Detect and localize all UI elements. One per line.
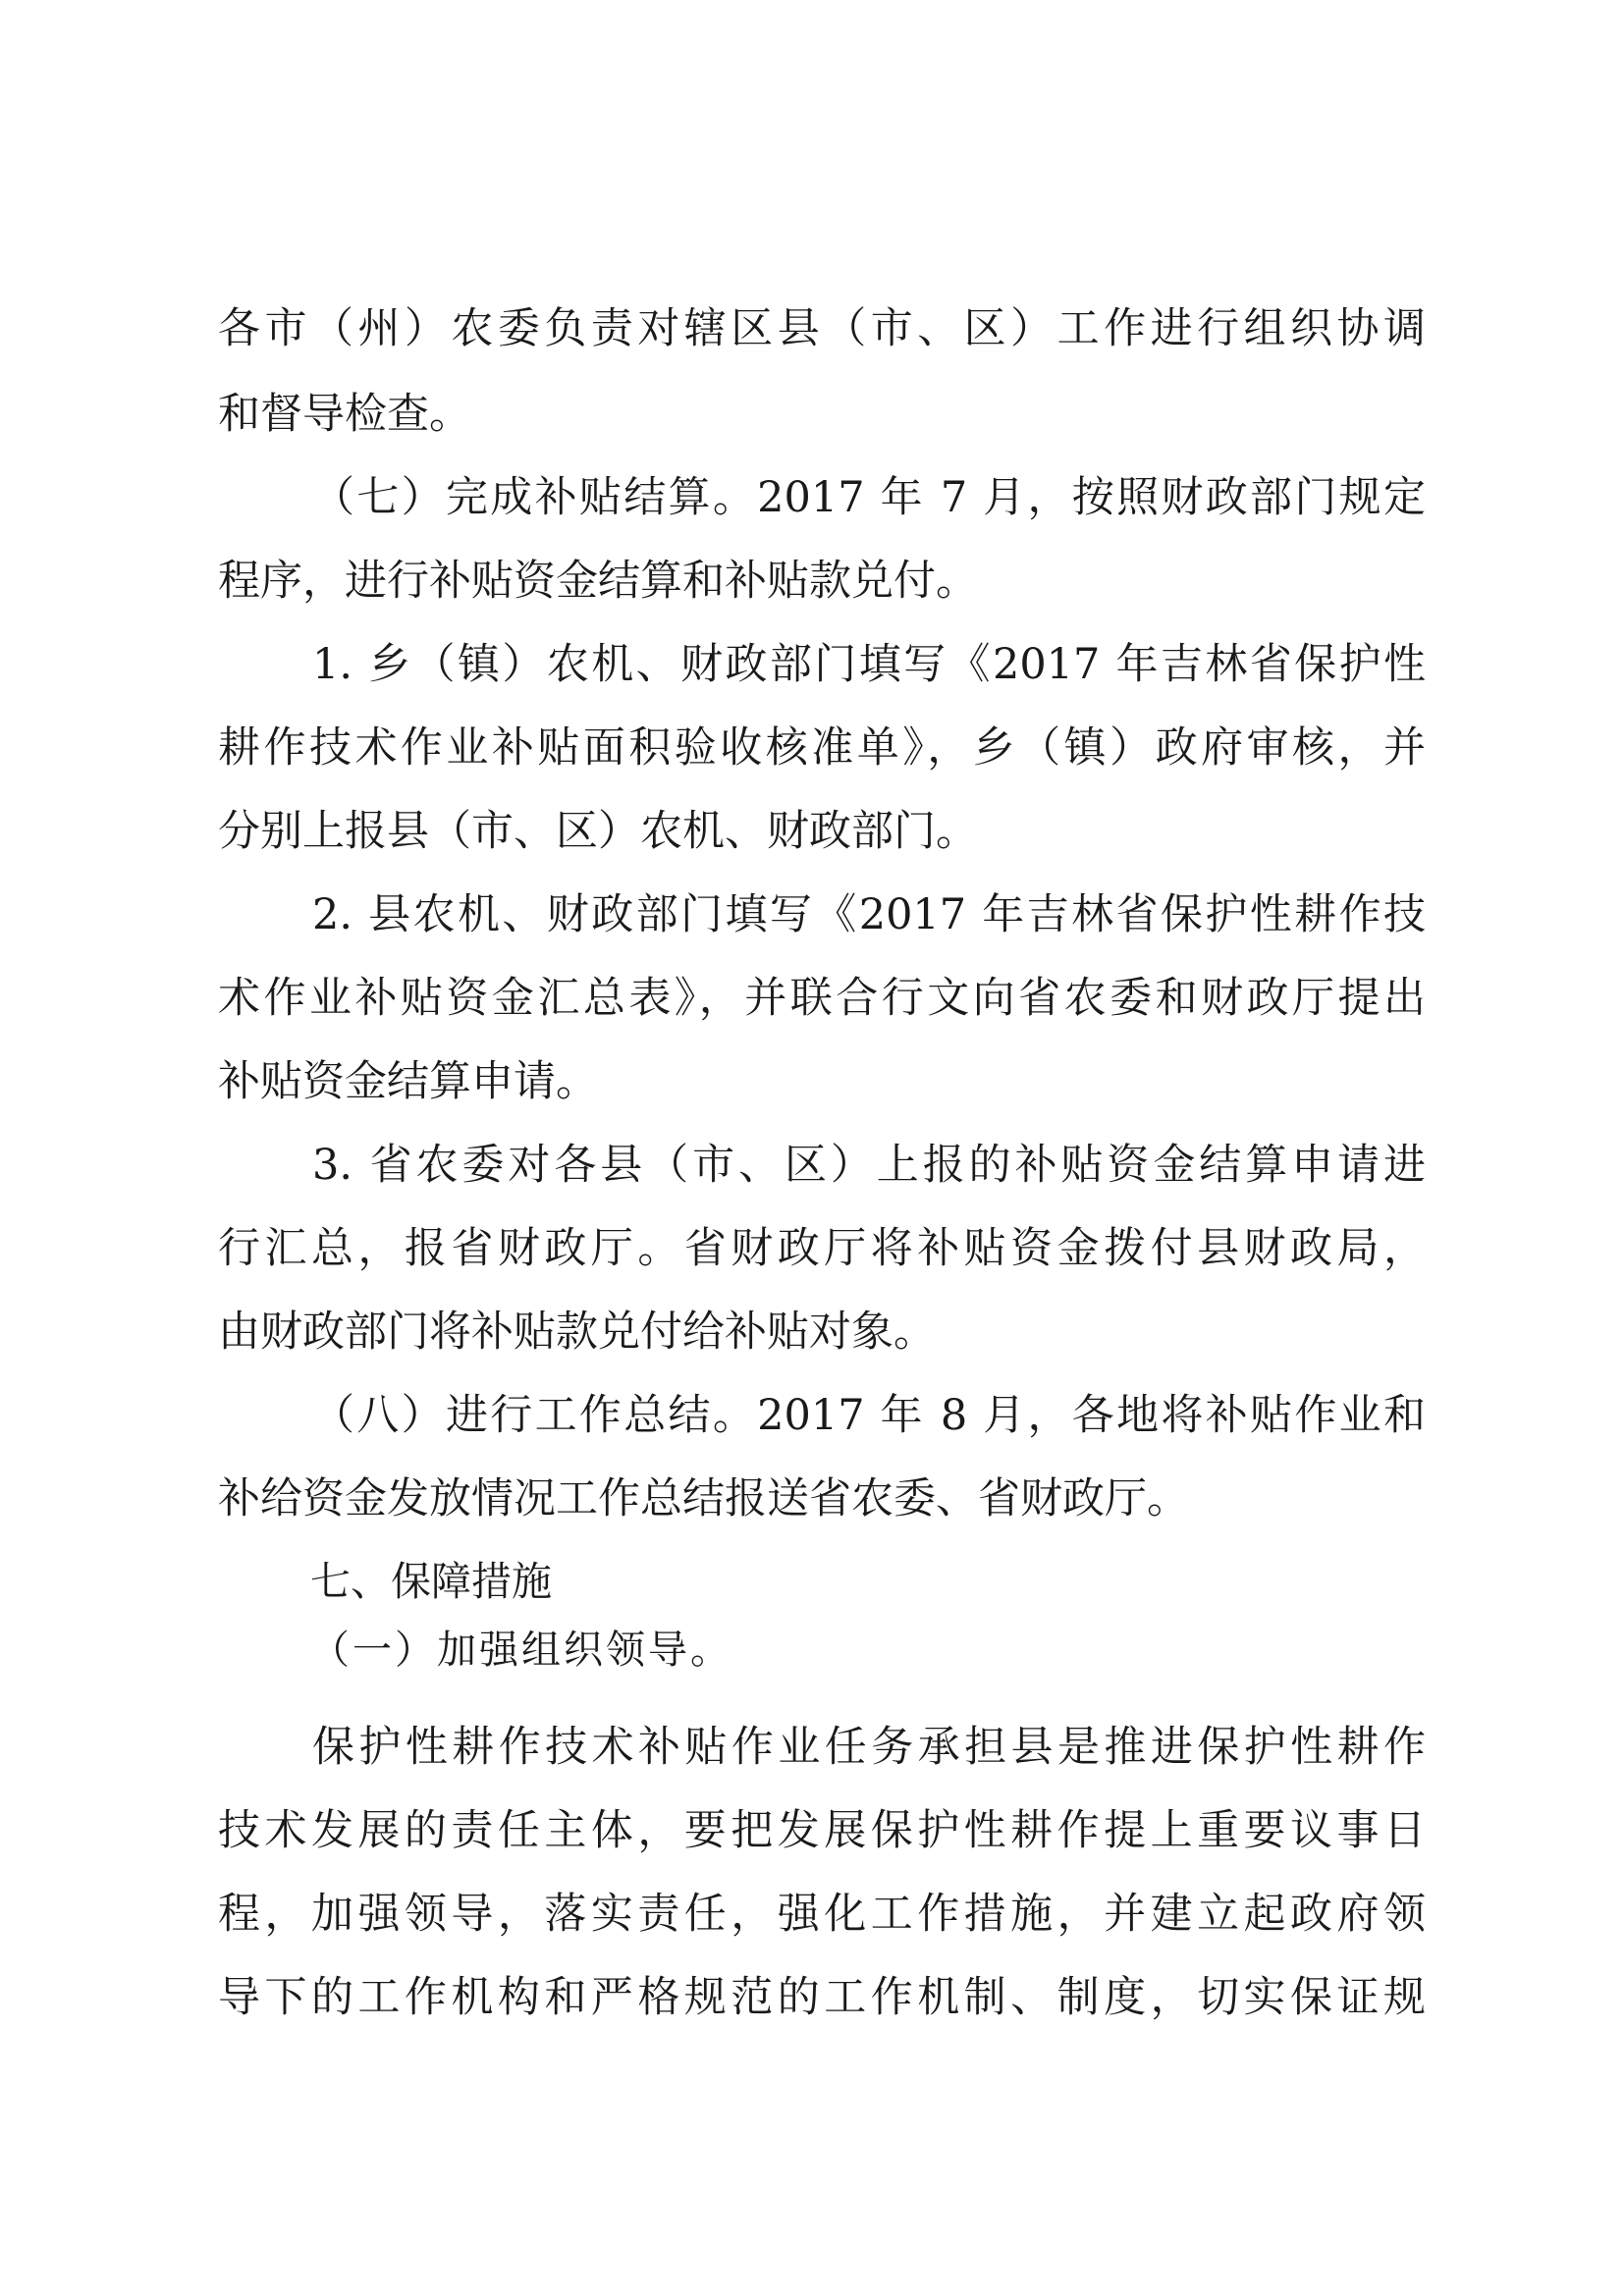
paragraph-line: 补贴资金结算申请。 (218, 1057, 598, 1106)
paragraph-line: 由财政部门将补贴款兑付给补贴对象。 (218, 1308, 936, 1357)
section-7-line: （七）完成补贴结算。2017 年 7 月，按照财政部门规定 (312, 473, 1426, 522)
paragraph-line: 耕作技术作业补贴面积验收核准单》，乡（镇）政府审核，并 (218, 723, 1426, 773)
paragraph-line: 行汇总，报省财政厅。省财政厅将补贴资金拨付县财政局， (218, 1224, 1426, 1273)
paragraph-line: 分别上报县（市、区）农机、财政部门。 (218, 807, 978, 856)
paragraph-line: 保护性耕作技术补贴作业任务承担县是推进保护性耕作 (312, 1723, 1426, 1772)
paragraph-line: 技术发展的责任主体，要把发展保护性耕作提上重要议事日 (218, 1806, 1426, 1855)
section-8-line: （八）进行工作总结。2017 年 8 月，各地将补贴作业和 (312, 1391, 1426, 1440)
item-1-line: 1. 乡（镇）农机、财政部门填写《2017 年吉林省保护性 (312, 640, 1426, 689)
paragraph-line: 导下的工作机构和严格规范的工作机制、制度，切实保证规 (218, 1973, 1426, 2022)
paragraph-line: 和督导检查。 (218, 390, 471, 439)
paragraph-line: 程序，进行补贴资金结算和补贴款兑付。 (218, 557, 978, 606)
item-3-line: 3. 省农委对各县（市、区）上报的补贴资金结算申请进 (312, 1141, 1426, 1190)
subsection-heading: （一）加强组织领导。 (310, 1628, 732, 1673)
paragraph-line: 补给资金发放情况工作总结报送省农委、省财政厅。 (218, 1474, 1189, 1523)
paragraph-line: 程，加强领导，落实责任，强化工作措施，并建立起政府领 (218, 1890, 1426, 1939)
item-2-line: 2. 县农机、财政部门填写《2017 年吉林省保护性耕作技 (312, 890, 1426, 939)
paragraph-line: 术作业补贴资金汇总表》，并联合行文向省农委和财政厅提出 (218, 974, 1426, 1023)
chapter-heading: 七、保障措施 (310, 1558, 552, 1605)
paragraph-line: 各市（州）农委负责对辖区县（市、区）工作进行组织协调 (218, 304, 1426, 353)
